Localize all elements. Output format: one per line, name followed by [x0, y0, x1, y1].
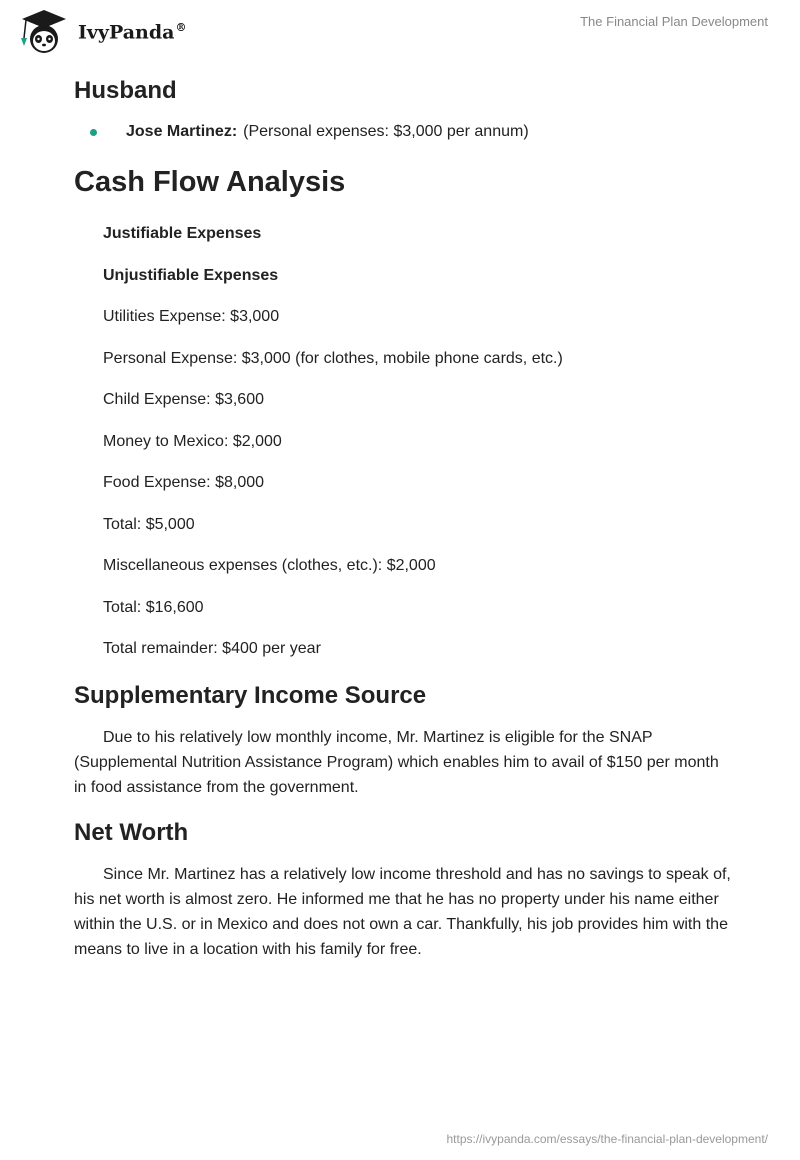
- husband-name: Jose Martinez:: [126, 123, 238, 140]
- husband-details: (Personal expenses: $3,000 per annum): [243, 123, 529, 140]
- logo-link[interactable]: [14, 8, 186, 56]
- cash-flow-line-utilities: Utilities Expense: $3,000: [103, 308, 280, 325]
- cash-flow-line-mexico: Money to Mexico: $2,000: [103, 432, 282, 450]
- bullet-dot-icon: [90, 129, 97, 136]
- article-content: [74, 70, 734, 962]
- cash-flow-line-child: Child Expense: $3,600: [103, 391, 264, 408]
- cash-flow-heading: Cash Flow Analysis: [74, 166, 346, 198]
- net-worth-paragraph: Since Mr. Martinez has a relatively low income threshold and has no savings to speak of, his net worth is almost zero. He informed me that he has no property under his name either within the U.S. or in Mexico and does not own a car. Thankfully, his job provides him with the means to live in a location with his family for free.: [74, 866, 731, 958]
- cash-flow-line-unjustifiable: Unjustifiable Expenses: [103, 266, 279, 284]
- supplementary-heading: Supplementary Income Source: [74, 682, 427, 709]
- cash-flow-list: [74, 222, 734, 661]
- cash-flow-line-remainder: Total remainder: $400 per year: [103, 640, 321, 657]
- cash-flow-line-personal: Personal Expense: $3,000 (for clothes, mobile phone cards, etc.): [103, 349, 563, 367]
- net-worth-heading: Net Worth: [74, 819, 189, 846]
- cash-flow-line-justifiable: Justifiable Expenses: [103, 225, 262, 242]
- page-header: [0, 0, 800, 60]
- cash-flow-line-misc: Miscellaneous expenses (clothes, etc.): $2,000: [103, 557, 436, 574]
- panda-logo-icon: [14, 8, 74, 56]
- husband-heading: Husband: [74, 77, 177, 104]
- husband-bullet-item: [74, 120, 734, 144]
- document-title: The Financial Plan Development: [580, 14, 768, 29]
- cash-flow-line-food: Food Expense: $8,000: [103, 474, 265, 491]
- brand-name: IvyPanda®: [78, 20, 187, 44]
- cash-flow-line-total-2: Total: $16,600: [103, 598, 204, 616]
- source-url-link[interactable]: https://ivypanda.com/essays/the-financial-plan-development/: [446, 1132, 768, 1146]
- supplementary-paragraph: Due to his relatively low monthly income, Mr. Martinez is eligible for the SNAP (Supplemental Nutrition Assistance Program) which enables him to avail of $150 per month in food assistance from the government.: [74, 729, 719, 796]
- cash-flow-line-total-1: Total: $5,000: [103, 515, 195, 533]
